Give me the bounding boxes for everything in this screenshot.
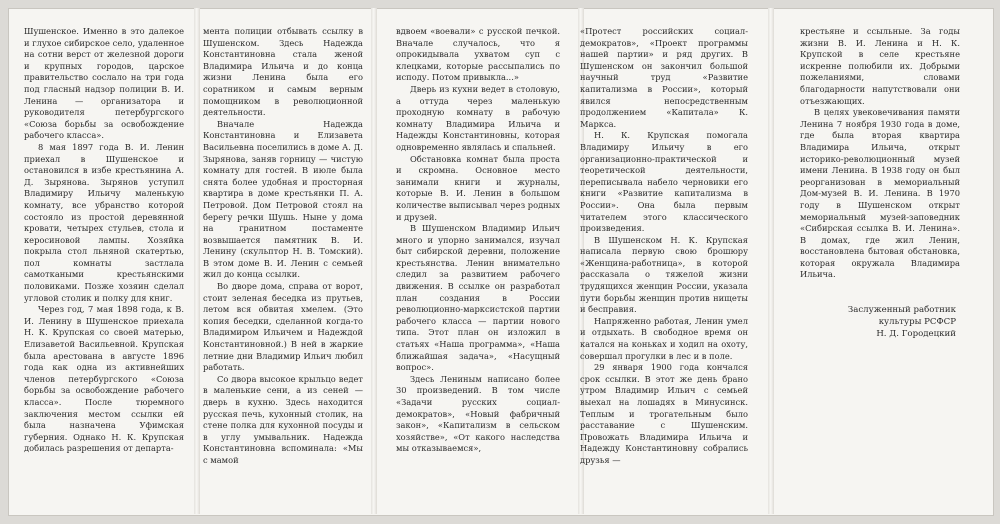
fold-line-1 [194,8,200,514]
paragraph: Дверь из кухни ведет в столовую, а оттуда через маленькую проходную комнату в рабочую комнату Владимира Ильича и Надежды Константиновны, которая одновременно являлась и спальней. [396,83,560,152]
text-column-3 [396,26,560,455]
paragraph: Шушенское. Именно в это далекое и глухое сибирское село, удаленное на сотни верст от железной дороги и крупных городов, царское правительство сослало на три года под гласный надзор полиции В. И. Ленина — организатора и руководителя петербургского «Союза борьбы за освобождение рабочего класса». [24,26,184,141]
paragraph: 29 января 1900 года кончался срок ссылки. В этот же день брано утром Владимир Ильич с семьей выехал на лошадях в Минусинск. Теплым и трогательным было расставание с Шушенским. Провожать Владимира Ильича и Надежду Константиновну собрались друзья — [580,362,748,465]
fold-line-4 [768,8,774,514]
paragraph: мента полиции отбывать ссылку в Шушенском. Здесь Надежда Константиновна стала женой Владимира Ильича и до конца жизни Ленина была его соратником и самым верным помощником в революционной деятельности. [203,26,363,118]
paragraph: Во дворе дома, справа от ворот, стоит зеленая беседка из прутьев, летом вся обвитая хмелем. (Это копия беседки, сделанной когда-то Владимиром Ильичем и Надеждой Константиновной.) В ней в жаркие летние дни Владимир Ильич любил работать. [203,281,363,373]
paragraph: Обстановка комнат была проста и скромна. Основное место занимали книги и журналы, которые В. И. Ленин в большом количестве выписывал через родных и друзей. [396,153,560,222]
text-column-2 [203,26,363,467]
paragraph: В целях увековечивания памяти Ленина 7 ноября 1930 года в доме, где была вторая квартира Владимира Ильича, открыт историко-революционный музей имени Ленина. В 1938 году он был реорганизован в мемориальный Дом-музей В. И. Ленина. В 1970 году в Шушенском открыт мемориальный музей-заповедник «Сибирская ссылка В. И. Ленина». В домах, где жил Ленин, восстановлена бытовая обстановка, которая окружала Владимира Ильича. [800,107,960,280]
author-name: Н. Д. Городецкий [876,329,956,339]
text-column-1 [24,26,184,455]
paragraph: Напряженно работая, Ленин умел и отдыхать. В свободное время он катался на коньках и ходил на охоту, совершал прогулки в лес и в поле. [580,315,748,361]
paragraph: Здесь Лениным написано более 30 произведений. В том числе «Задачи русских социал-демократов», «Новый фабричный закон», «Капитализм в сельском хозяйстве», «От какого наследства мы отказываемся», [396,373,560,454]
author-signature [806,304,956,340]
paragraph: Н. К. Крупская помогала Владимиру Ильичу в его организационно-практической и теоретической деятельности, переписывала набело черновики его книги «Развитие капитализма в России». Она была первым читателем этого классического произведения. [580,130,748,234]
paragraph: вдвоем «воевали» с русской печкой. Вначале случалось, что я опрокидывала ухватом суп с клецками, которые рассыпались по исподу. Потом привыкла...» [396,26,560,83]
paragraph: «Протест российских социал-демократов», «Проект программы нашей партии» и ряд других. В Шушенском он закончил большой научный труд «Развитие капитализма в России», который явился непосредственным продолжением «Капитала» К. Маркса. [580,26,748,129]
text-column-4 [580,26,748,467]
paragraph: Вначале Надежда Константиновна и Елизавета Васильевна поселились в доме А. Д. Зырянова, заняв горницу — чистую комнату для гостей. В июле была снята более удобная и просторная квартира в доме крестьянки П. А. Петровой. Дом Петровой стоял на берегу речки Шушь. Ныне у дома на гранитном постаменте возвышается памятник В. И. Ленину (скульптор Н. В. Томский). В этом доме В. И. Ленин с семьей жил до конца ссылки. [203,118,363,280]
paragraph: Со двора высокое крыльцо ведет в маленькие сени, а из сеней — дверь в кухню. Здесь находится русская печь, кухонный столик, на стене полка для кухонной посуды и в углу умывальник. Надежда Константиновна вспоминала: «Мы с мамой [203,373,363,465]
paragraph: 8 мая 1897 года В. И. Ленин приехал в Шушенское и остановился в избе крестьянина А. Д. Зырянова. Зырянов уступил Владимиру Ильичу маленькую комнату, все убранство которой состояло из простой деревянной кровати, четырех стульев, стола и керосиновой лампы. Хозяйка покрыла стол льняной скатертью, пол комнаты застлала самоткаными крестьянскими половиками. Позже хозяин сделал угловой столик и полку для книг. [24,141,184,303]
author-title-line2: культуры РСФСР [878,317,956,327]
text-column-5 [800,26,960,281]
paragraph: В Шушенском Владимир Ильич много и упорно занимался, изучал быт сибирской деревни, положение крестьянства. Ленин внимательно следил за развитием рабочего движения. В ссылке он разработал план создания в России революционно-марксистской партии рабочего класса — партии нового типа. Этот план он изложил в статьях «Наша программа», «Наша ближайшая задача», «Насущный вопрос». [396,223,560,373]
paragraph: Через год, 7 мая 1898 года, к В. И. Ленину в Шушенское приехала Н. К. Крупская со своей матерью, Елизаветой Васильевной. Крупская была арестована в августе 1896 года как одна из активнейших членов петербургского «Союза борьбы за освобождение рабочего класса». После тюремного заключения местом ссылки ей была назначена Уфимская губерния. Однако Н. К. Крупская добилась разрешения от департа- [24,304,184,454]
fold-line-2 [371,8,377,514]
paragraph: крестьяне и ссыльные. За годы жизни В. И. Ленина и Н. К. Крупской в селе крестьяне искренне полюбили их. Добрыми пожеланиями, словами благодарности напутствовали они отъезжающих. [800,26,960,106]
author-title-line1: Заслуженный работник [847,305,956,315]
paragraph: В Шушенском Н. К. Крупская написала первую свою брошюру «Женщина-работница», в которой рассказала о тяжелой жизни трудящихся женщин России, указала пути борьбы женщин против нищеты и бесправия. [580,234,748,315]
